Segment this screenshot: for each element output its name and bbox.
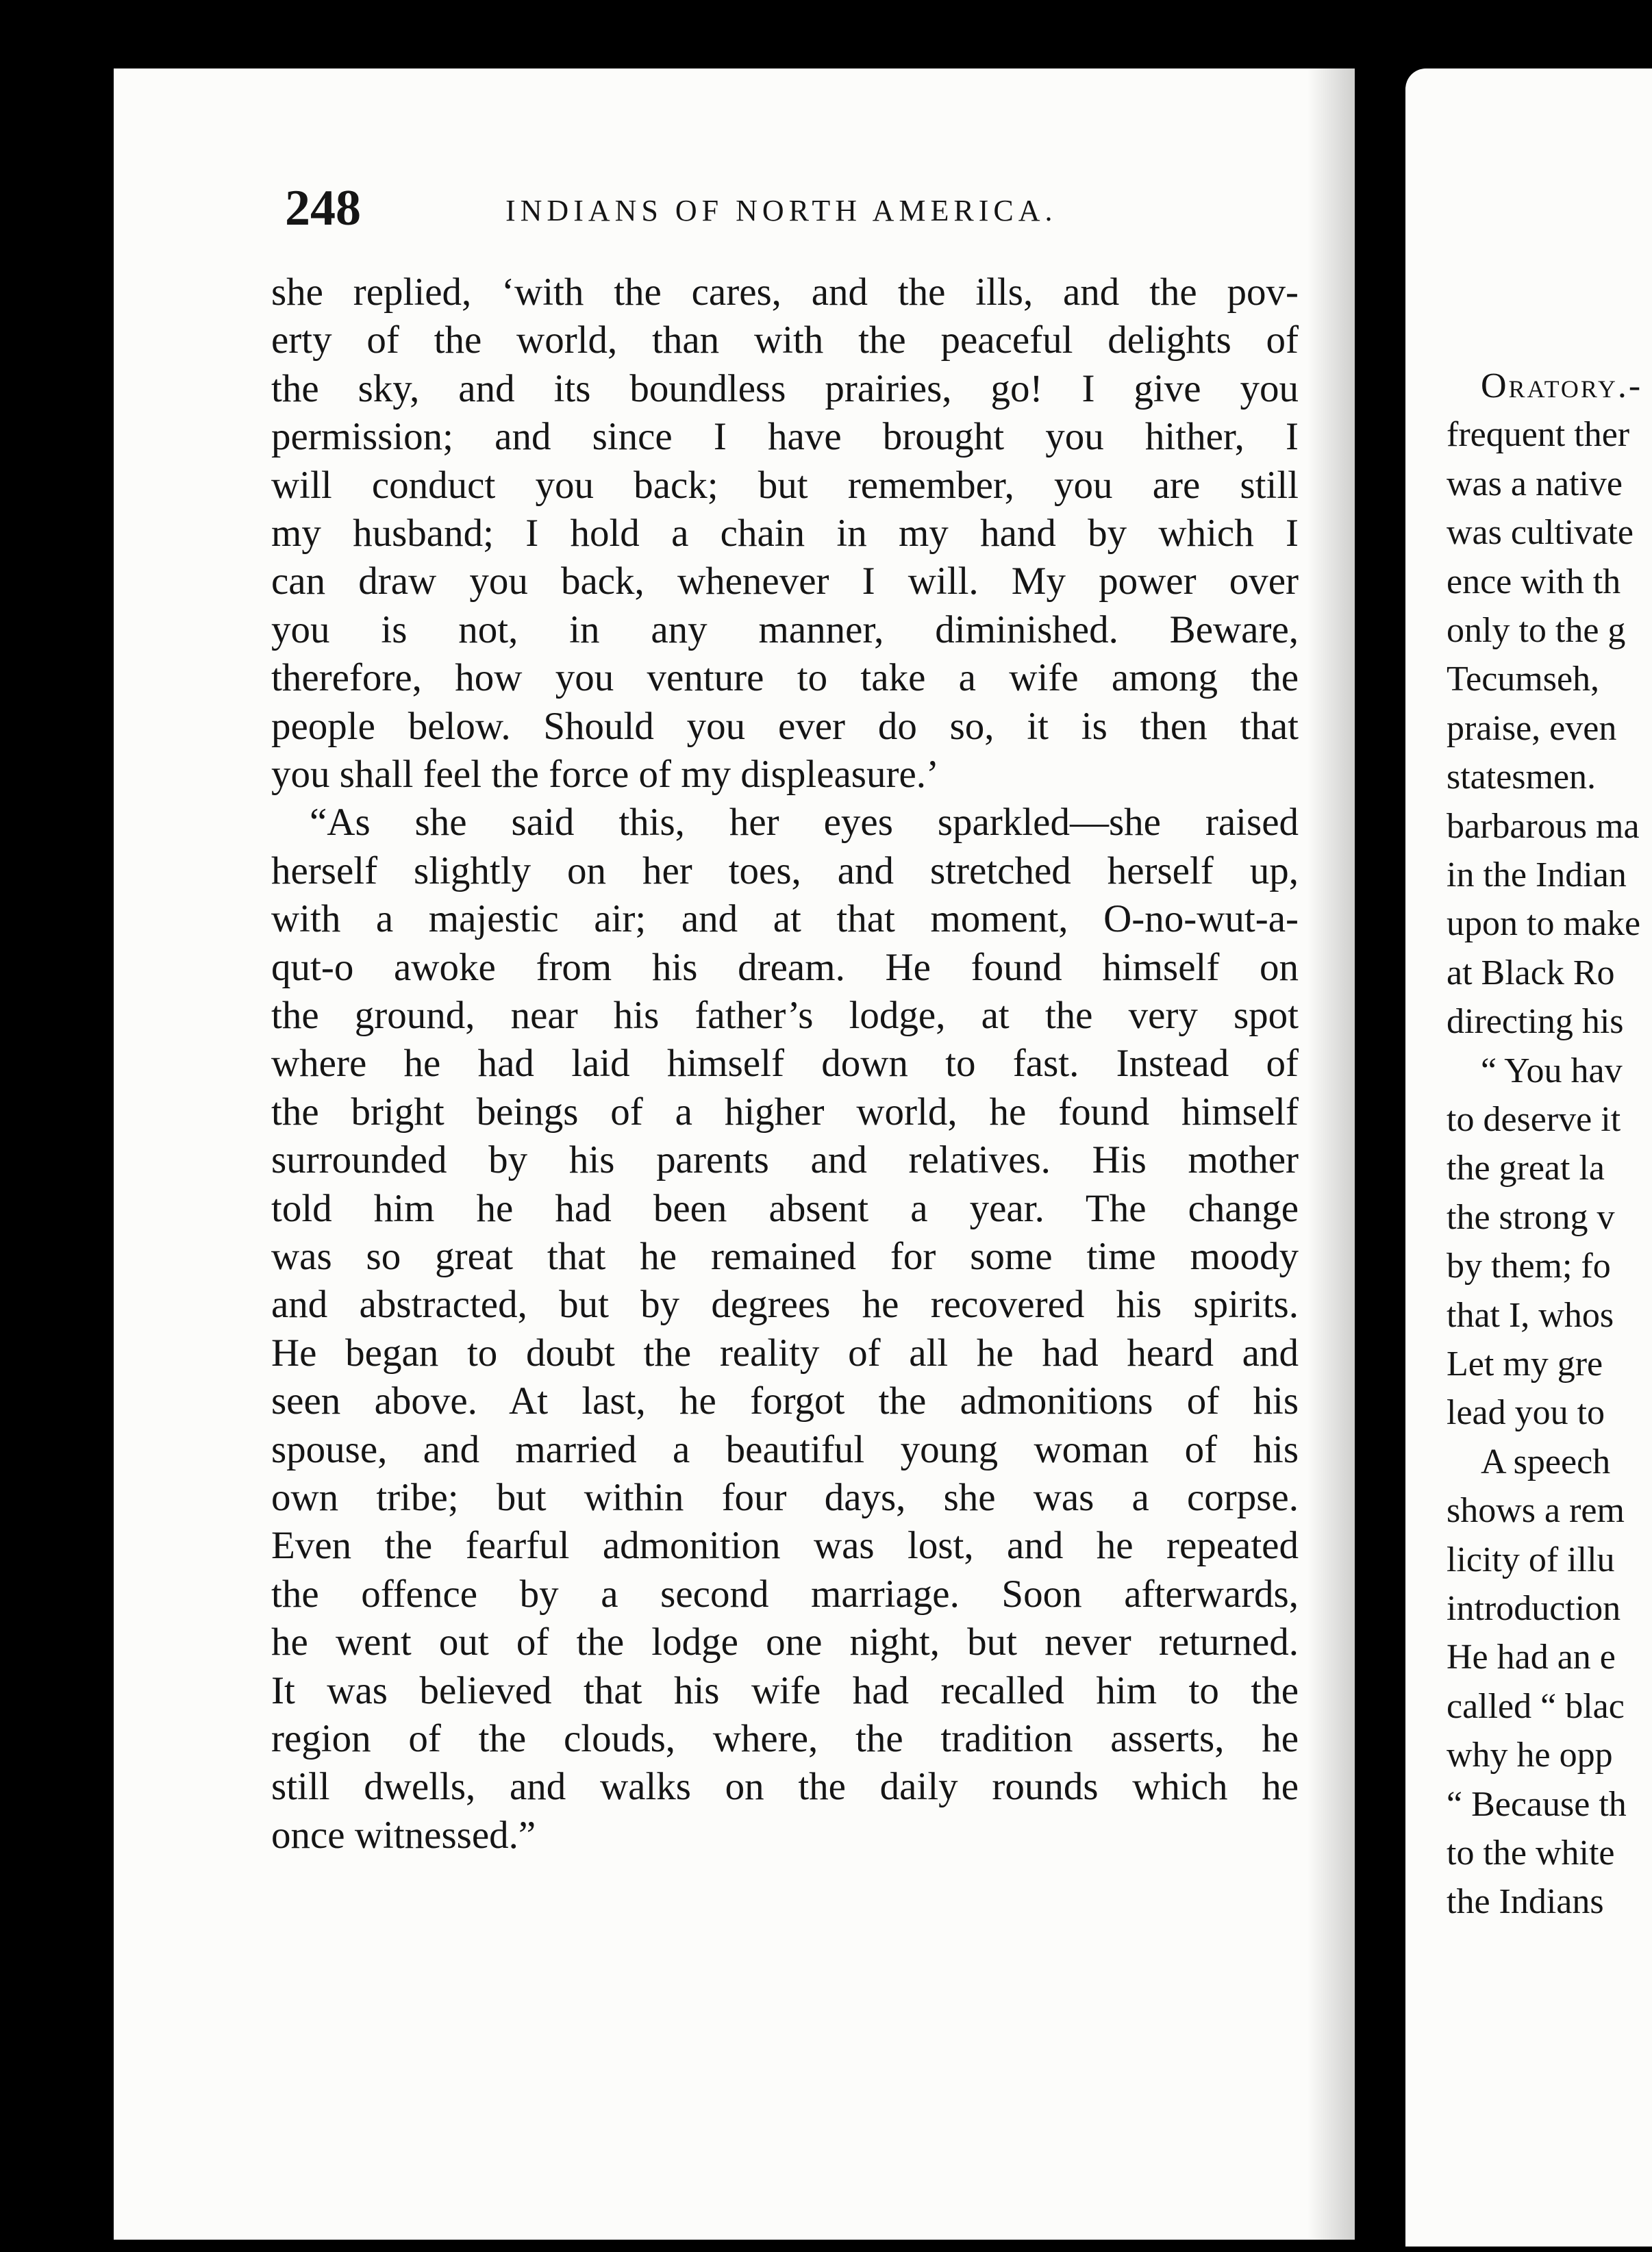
section-heading: Oratory.- (1481, 366, 1643, 405)
text-line: the great la (1447, 1149, 1605, 1188)
text-line: to the white (1447, 1834, 1615, 1873)
text-line: he went out of the lodge one night, but never returned. (271, 1621, 1299, 1664)
text-line: spouse, and married a beautiful young woman of his (271, 1427, 1299, 1471)
text-line: the ground, near his father’s lodge, at the very spot (271, 994, 1299, 1037)
page-header (285, 179, 1134, 241)
text-line: was a native (1447, 464, 1623, 503)
running-head: INDIANS OF NORTH AMERICA. (505, 194, 1057, 227)
text-line: qut-o awoke from his dream. He found himself on (271, 945, 1299, 989)
text-line: licity of illu (1447, 1540, 1615, 1579)
text-line: still dwells, and walks on the daily rounds which he (271, 1765, 1299, 1809)
page-edge-shadow (1307, 68, 1355, 2240)
text-line: was so great that he remained for some time moody (271, 1235, 1299, 1278)
text-line: you is not, in any manner, diminished. Beware, (271, 608, 1299, 651)
text-line: the offence by a second marriage. Soon afterwards, (271, 1572, 1299, 1616)
text-line: called “ blac (1447, 1686, 1625, 1726)
text-line: she replied, ‘with the cares, and the ills, and the pov- (271, 271, 1299, 314)
text-line: seen above. At last, he forgot the admonitions of his (271, 1379, 1299, 1423)
text-line: by them; fo (1447, 1247, 1611, 1286)
text-line: Even the fearful admonition was lost, and he repeated (271, 1524, 1299, 1568)
text-line: He had an e (1447, 1638, 1616, 1677)
text-line: ence with th (1447, 562, 1621, 601)
text-line: surrounded by his parents and relatives. His mother (271, 1138, 1299, 1182)
text-line: It was believed that his wife had recalled him to the (271, 1668, 1299, 1712)
text-line: in the Indian (1447, 855, 1627, 894)
text-line: at Black Ro (1447, 953, 1615, 992)
text-line: was cultivate (1447, 513, 1634, 553)
text-line: why he opp (1447, 1736, 1613, 1775)
text-line: the Indians (1447, 1882, 1604, 1922)
text-line: lead you to (1447, 1393, 1605, 1433)
text-line: shows a rem (1447, 1491, 1625, 1531)
text-line: that I, whos (1447, 1295, 1614, 1335)
right-page (1405, 68, 1652, 2247)
text-line: only to the g (1447, 611, 1626, 650)
text-line: directing his (1447, 1002, 1624, 1042)
text-line: region of the clouds, where, the tradition asserts, he (271, 1717, 1299, 1760)
text-line: told him he had been absent a year. The change (271, 1186, 1299, 1230)
text-line: Let my gre (1447, 1344, 1603, 1384)
text-line: can draw you back, whenever I will. My power over (271, 560, 1299, 603)
text-line: herself slightly on her toes, and stretched herself up, (271, 849, 1299, 892)
text-line: the strong v (1447, 1197, 1615, 1237)
text-line: praise, even (1447, 708, 1617, 748)
text-line: once witnessed.” (271, 1813, 536, 1857)
text-line: permission; and since I have brought you hither, I (271, 415, 1299, 459)
text-line: to deserve it (1447, 1100, 1621, 1139)
text-line: the sky, and its boundless prairies, go! I give you (271, 366, 1299, 410)
text-line: own tribe; but within four days, she was a corpse. (271, 1476, 1299, 1519)
text-line: statesmen. (1447, 758, 1597, 797)
text-line: barbarous ma (1447, 806, 1640, 846)
text-line: “ Because th (1447, 1784, 1627, 1824)
text-line: “As she said this, her eyes sparkled—she raised (310, 801, 1299, 844)
text-line: introduction (1447, 1589, 1621, 1628)
text-line: therefore, how you venture to take a wife among the (271, 656, 1299, 700)
text-line: with a majestic air; and at that moment, O-no-wut-a- (271, 897, 1299, 941)
text-line: you shall feel the force of my displeasure.’ (271, 753, 939, 796)
page-number: 248 (285, 180, 361, 236)
text-line: upon to make (1447, 904, 1641, 944)
text-line: Tecumseh, (1447, 660, 1600, 699)
text-line: will conduct you back; but remember, you are still (271, 463, 1299, 507)
text-line: “ You hav (1481, 1051, 1623, 1090)
text-line: the bright beings of a higher world, he found himself (271, 1090, 1299, 1134)
text-line: my husband; I hold a chain in my hand by which I (271, 512, 1299, 555)
text-line: frequent ther (1447, 415, 1630, 455)
text-line: and abstracted, but by degrees he recovered his spirits. (271, 1283, 1299, 1327)
text-line: where he had laid himself down to fast. Instead of (271, 1042, 1299, 1086)
text-line: people below. Should you ever do so, it is then that (271, 704, 1299, 748)
text-line: He began to doubt the reality of all he had heard and (271, 1331, 1299, 1375)
text-line: A speech (1481, 1442, 1611, 1481)
text-line: erty of the world, than with the peaceful delights of (271, 318, 1299, 362)
